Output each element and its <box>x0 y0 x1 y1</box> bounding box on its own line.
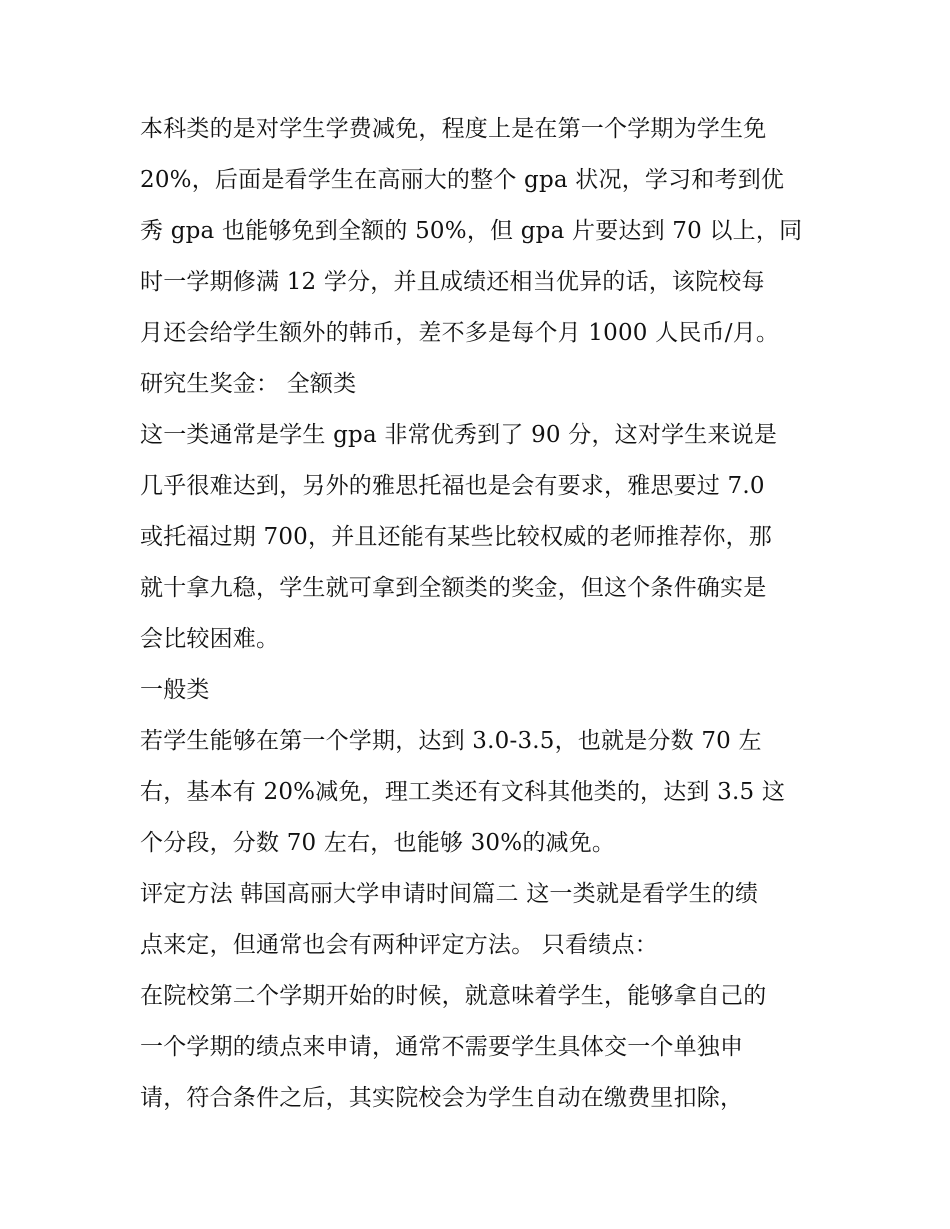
text-line: 右，基本有 20%减免，理工类还有文科其他类的，达到 3.5 这 <box>140 779 786 805</box>
text-line: 请，符合条件之后，其实院校会为学生自动在缴费里扣除， <box>140 1085 744 1111</box>
text-line: 时一学期修满 12 学分，并且成绩还相当优异的话，该院校每 <box>140 269 765 295</box>
text-line: 一个学期的绩点来申请，通常不需要学生具体交一个单独申 <box>140 1034 744 1060</box>
text-line: 就十拿九稳，学生就可拿到全额类的奖金，但这个条件确实是 <box>140 575 767 601</box>
text-line: 20%，后面是看学生在高丽大的整个 gpa 状况，学习和考到优 <box>140 167 785 193</box>
text-line: 秀 gpa 也能够免到全额的 50%，但 gpa 片要达到 70 以上，同 <box>140 218 803 244</box>
section-heading: 一般类 <box>140 677 210 703</box>
text-line: 几乎很难达到，另外的雅思托福也是会有要求，雅思要过 7.0 <box>140 473 765 499</box>
text-line: 会比较困难。 <box>140 626 280 652</box>
text-line: 在院校第二个学期开始的时候，就意味着学生，能够拿自己的 <box>140 983 767 1009</box>
text-line: 或托福过期 700，并且还能有某些比较权威的老师推荐你，那 <box>140 524 773 550</box>
text-line: 个分段，分数 70 左右，也能够 30%的减免。 <box>140 830 616 856</box>
document-body <box>140 104 820 1124</box>
text-line: 月还会给学生额外的韩币，差不多是每个月 1000 人民币/月。 <box>140 320 780 346</box>
text-line: 本科类的是对学生学费减免，程度上是在第一个学期为学生免 <box>140 116 767 142</box>
section-heading: 研究生奖金： 全额类 <box>140 371 357 397</box>
text-line: 评定方法 韩国高丽大学申请时间篇二 这一类就是看学生的绩 <box>140 881 759 907</box>
text-line: 若学生能够在第一个学期，达到 3.0-3.5，也就是分数 70 左 <box>140 728 762 754</box>
text-line: 这一类通常是学生 gpa 非常优秀到了 90 分，这对学生来说是 <box>140 422 778 448</box>
text-line: 点来定，但通常也会有两种评定方法。 只看绩点： <box>140 932 658 958</box>
